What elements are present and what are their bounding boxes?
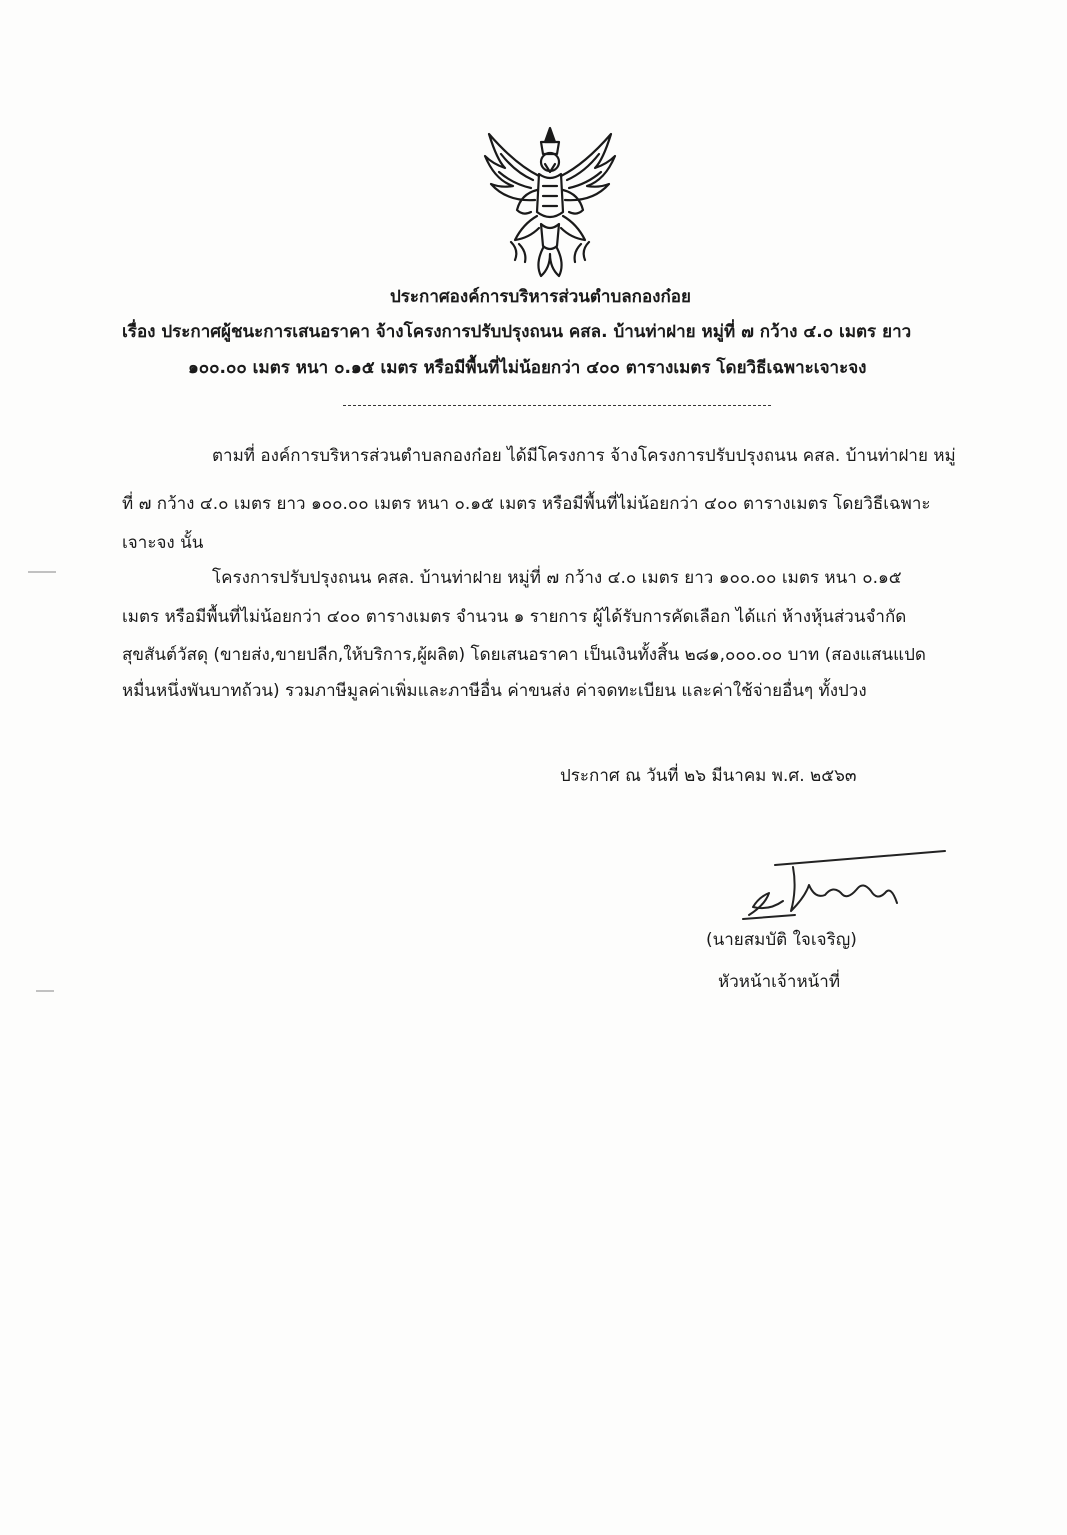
signer-title: หัวหน้าเจ้าหน้าที่ xyxy=(718,972,841,992)
paragraph-1-line-3: เจาะจง นั้น xyxy=(122,533,204,553)
header-divider xyxy=(343,405,771,406)
paragraph-2-line-1: โครงการปรับปรุงถนน คสล. บ้านท่าฝาย หมู่ที่ ๗ กว้าง ๔.๐ เมตร ยาว ๑๐๐.๐๐ เมตร หนา ๐.๑๕ xyxy=(212,568,902,588)
garuda-emblem-icon xyxy=(475,120,625,280)
subject-line-2: ๑๐๐.๐๐ เมตร หนา ๐.๑๕ เมตร หรือมีพื้นที่ไม่น้อยกว่า ๔๐๐ ตารางเมตร โดยวิธีเฉพาะเจาะจง xyxy=(188,358,867,378)
organization-heading: ประกาศองค์การบริหารส่วนตำบลกองก๋อย xyxy=(390,287,691,307)
scan-mark xyxy=(36,990,54,992)
announcement-date: ประกาศ ณ วันที่ ๒๖ มีนาคม พ.ศ. ๒๕๖๓ xyxy=(560,766,857,786)
paragraph-2-line-3: สุขสันต์วัสดุ (ขายส่ง,ขายปลีก,ให้บริการ,ผู้ผลิต) โดยเสนอราคา เป็นเงินทั้งสิ้น ๒๘๑,๐๐๐.๐๐ บาท (สองแสนแปด xyxy=(122,645,926,665)
scan-mark xyxy=(28,571,56,573)
subject-line-1: เรื่อง ประกาศผู้ชนะการเสนอราคา จ้างโครงการปรับปรุงถนน คสล. บ้านท่าฝาย หมู่ที่ ๗ กว้าง ๔.๐ เมตร ยาว xyxy=(122,322,912,342)
paragraph-1-line-2: ที่ ๗ กว้าง ๔.๐ เมตร ยาว ๑๐๐.๐๐ เมตร หนา ๐.๑๕ เมตร หรือมีพื้นที่ไม่น้อยกว่า ๔๐๐ ตารางเมตร โดยวิธีเฉพาะ xyxy=(122,494,931,514)
paragraph-2-line-2: เมตร หรือมีพื้นที่ไม่น้อยกว่า ๔๐๐ ตารางเมตร จำนวน ๑ รายการ ผู้ได้รับการคัดเลือก ได้แก่ ห้างหุ้นส่วนจำกัด xyxy=(122,607,907,627)
paragraph-1-line-1: ตามที่ องค์การบริหารส่วนตำบลกองก๋อย ได้มีโครงการ จ้างโครงการปรับปรุงถนน คสล. บ้านท่าฝาย หมู่ xyxy=(212,446,956,466)
handwritten-signature xyxy=(735,845,950,925)
paragraph-2-line-4: หมื่นหนึ่งพันบาทถ้วน) รวมภาษีมูลค่าเพิ่มและภาษีอื่น ค่าขนส่ง ค่าจดทะเบียน และค่าใช้จ่ายอื่นๆ ทั้งปวง xyxy=(122,681,867,701)
signer-name: (นายสมบัติ ใจเจริญ) xyxy=(706,930,857,950)
